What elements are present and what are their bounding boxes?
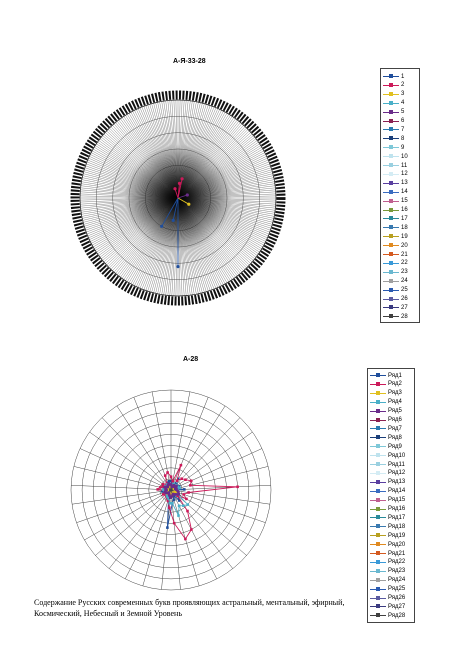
chart2-point xyxy=(182,493,185,496)
legend-label: Ряд5 xyxy=(388,408,402,415)
legend-label: Ряд18 xyxy=(388,523,406,530)
legend-marker xyxy=(370,513,386,522)
chart2-point xyxy=(176,479,179,482)
legend-label: 18 xyxy=(401,224,408,231)
chart2-point xyxy=(180,477,183,480)
legend-label: 2 xyxy=(401,82,405,89)
legend-label: Ряд9 xyxy=(388,443,402,450)
chart2-point xyxy=(168,480,171,483)
chart2-axis-line xyxy=(171,397,208,490)
chart2-legend-item xyxy=(370,505,405,514)
chart2-axis-line xyxy=(95,490,171,556)
legend-label: Ряд25 xyxy=(388,586,406,593)
chart2-legend-item xyxy=(370,513,405,522)
chart2-legend-item xyxy=(370,460,405,469)
chart2-legend-item xyxy=(370,433,402,442)
legend-label: Ряд11 xyxy=(388,461,405,468)
legend-label: 23 xyxy=(401,269,408,276)
chart-caption: Содержание Русских современных букв проявляющих астральный, ментальный, эфирный, Космический, Небесный и Земной Уровень xyxy=(34,598,345,618)
legend-label: Ряд12 xyxy=(388,470,406,477)
chart2-axis-line xyxy=(90,432,172,490)
legend-label: 19 xyxy=(401,233,408,240)
chart2-axis-line xyxy=(162,490,172,590)
legend-marker xyxy=(370,576,386,585)
chart2-point xyxy=(166,471,169,474)
chart2-axis-line xyxy=(74,466,171,490)
legend-marker xyxy=(370,416,386,425)
chart2-legend-item xyxy=(370,594,405,603)
chart2-point xyxy=(156,488,159,491)
chart2-legend-item xyxy=(370,371,402,380)
legend-label: 12 xyxy=(401,171,408,178)
legend-marker xyxy=(370,469,386,478)
legend-label: Ряд4 xyxy=(388,399,402,406)
legend-label: Ряд27 xyxy=(388,603,406,610)
legend-label: 14 xyxy=(401,189,408,196)
chart2-point xyxy=(189,484,192,487)
legend-marker xyxy=(370,398,386,407)
chart2-legend-item xyxy=(370,567,405,576)
legend-marker xyxy=(370,496,386,505)
legend-marker xyxy=(370,424,386,433)
legend-label: 4 xyxy=(401,100,405,107)
chart2-point xyxy=(178,505,181,508)
legend-label: 26 xyxy=(401,296,408,302)
chart2-point xyxy=(183,488,186,491)
chart2-legend-item xyxy=(370,469,405,478)
legend-label: 25 xyxy=(401,287,408,294)
legend-label: Ряд8 xyxy=(388,434,402,441)
legend-label: Ряд10 xyxy=(388,452,406,459)
chart2-legend-item xyxy=(370,424,402,433)
chart2-point xyxy=(169,496,172,499)
legend-label: Ряд16 xyxy=(388,506,406,512)
chart2-point xyxy=(186,510,189,513)
legend-label: Ряд20 xyxy=(388,541,406,548)
legend-label: Ряд14 xyxy=(388,488,406,495)
chart2-axis-line xyxy=(171,432,253,490)
chart2-point xyxy=(173,498,176,501)
chart2-point xyxy=(180,464,183,467)
chart2-title: А-28 xyxy=(183,356,199,363)
chart2-legend-item xyxy=(370,540,405,549)
chart2-legend-item xyxy=(370,398,402,407)
chart2-point xyxy=(162,483,165,486)
legend-label: Ряд28 xyxy=(388,612,406,619)
legend-label: Ряд17 xyxy=(388,514,406,521)
chart2-legend-item xyxy=(370,585,405,594)
chart2-point xyxy=(187,491,190,494)
legend-label: 21 xyxy=(401,251,408,258)
chart2-legend-item xyxy=(370,478,405,487)
chart2-legend-item xyxy=(370,389,402,398)
legend-marker xyxy=(370,389,386,398)
legend-marker xyxy=(370,594,386,603)
chart2-axis-line xyxy=(71,485,171,490)
legend-marker xyxy=(370,585,386,594)
legend-label: 5 xyxy=(401,109,405,116)
chart2-legend-item xyxy=(370,558,405,567)
legend-label: Ряд19 xyxy=(388,532,406,539)
legend-label: Ряд6 xyxy=(388,417,402,423)
chart2-point xyxy=(184,478,187,481)
legend-label: Ряд22 xyxy=(388,559,406,566)
legend-label: 6 xyxy=(401,118,405,124)
chart2-legend-item xyxy=(370,522,405,531)
chart2-axis-line xyxy=(72,490,171,504)
legend-label: 28 xyxy=(401,313,408,320)
legend-marker xyxy=(370,371,386,380)
chart2-point xyxy=(166,526,169,529)
chart2-legend-item xyxy=(370,531,405,540)
legend-label: 27 xyxy=(401,304,408,311)
legend-label: 1 xyxy=(401,73,405,80)
legend-label: 11 xyxy=(401,162,408,169)
chart2-point xyxy=(190,480,193,483)
chart2-legend-item xyxy=(370,549,405,558)
legend-marker xyxy=(370,460,386,469)
legend-marker xyxy=(370,531,386,540)
legend-marker xyxy=(370,522,386,531)
legend-marker xyxy=(370,407,386,416)
legend-label: Ряд2 xyxy=(388,381,402,388)
legend-label: 13 xyxy=(401,180,408,187)
chart1-title: А-Я-33-28 xyxy=(173,58,206,65)
chart2-point xyxy=(159,486,162,489)
chart2-axis-line xyxy=(143,490,171,586)
legend-marker xyxy=(370,567,386,576)
legend-label: Ряд7 xyxy=(388,425,402,432)
legend-label: Ряд26 xyxy=(388,595,406,601)
chart2-point xyxy=(168,502,171,505)
legend-label: Ряд13 xyxy=(388,479,406,486)
chart2-legend-item xyxy=(370,451,405,460)
legend-label: 8 xyxy=(401,135,405,142)
chart2-legend-item xyxy=(370,487,405,496)
chart2-point xyxy=(187,503,190,506)
chart2-point xyxy=(164,474,167,477)
chart2-legend-item xyxy=(370,602,405,611)
chart2-legend-item xyxy=(370,611,405,620)
legend-label: 17 xyxy=(401,215,408,222)
legend-marker xyxy=(370,487,386,496)
chart2-point xyxy=(173,522,176,525)
legend-label: Ряд23 xyxy=(388,568,406,575)
chart2-point xyxy=(168,506,171,509)
legend-label: Ряд15 xyxy=(388,497,406,504)
legend-label: 9 xyxy=(401,144,405,151)
legend-marker xyxy=(370,505,386,514)
legend-marker xyxy=(370,478,386,487)
legend-label: 22 xyxy=(401,260,408,267)
chart2-legend-item xyxy=(370,496,405,505)
legend-marker xyxy=(370,433,386,442)
legend-label: 24 xyxy=(401,278,408,285)
legend-label: Ряд24 xyxy=(388,577,406,584)
legend-label: 3 xyxy=(401,91,405,98)
legend-label: 10 xyxy=(401,153,408,160)
chart2-legend-item xyxy=(370,380,402,389)
chart2-legend-item xyxy=(370,416,402,425)
chart2-point xyxy=(185,498,188,501)
legend-label: Ряд21 xyxy=(388,550,406,557)
legend-marker xyxy=(370,549,386,558)
chart2-point xyxy=(171,480,174,483)
chart2-point xyxy=(171,502,174,505)
legend-marker xyxy=(370,380,386,389)
legend-marker xyxy=(370,442,386,451)
chart2-point xyxy=(177,514,180,517)
chart2-point xyxy=(177,493,180,496)
chart2-point xyxy=(184,538,187,541)
chart2-axis-line xyxy=(171,490,247,556)
legend-marker xyxy=(370,611,386,620)
chart2-legend-item xyxy=(370,407,402,416)
legend-marker xyxy=(370,602,386,611)
chart2-point xyxy=(169,483,172,486)
legend-label: 20 xyxy=(401,242,408,249)
legend-marker xyxy=(370,558,386,567)
chart2-point xyxy=(190,528,193,531)
legend-marker xyxy=(370,540,386,549)
legend-label: Ряд3 xyxy=(388,390,402,397)
chart2-legend-item xyxy=(370,442,402,451)
legend-label: Ряд1 xyxy=(388,372,402,379)
legend-label: 15 xyxy=(401,198,408,205)
legend-label: 16 xyxy=(401,207,408,213)
legend-marker xyxy=(370,451,386,460)
chart2-legend xyxy=(367,368,415,623)
chart2-axis-line xyxy=(102,418,171,490)
chart2-point xyxy=(162,488,165,491)
chart2-point xyxy=(170,475,173,478)
chart2-legend-item xyxy=(370,576,405,585)
chart2-point xyxy=(236,486,239,489)
chart2-point xyxy=(182,504,185,507)
legend-label: 7 xyxy=(401,126,405,133)
